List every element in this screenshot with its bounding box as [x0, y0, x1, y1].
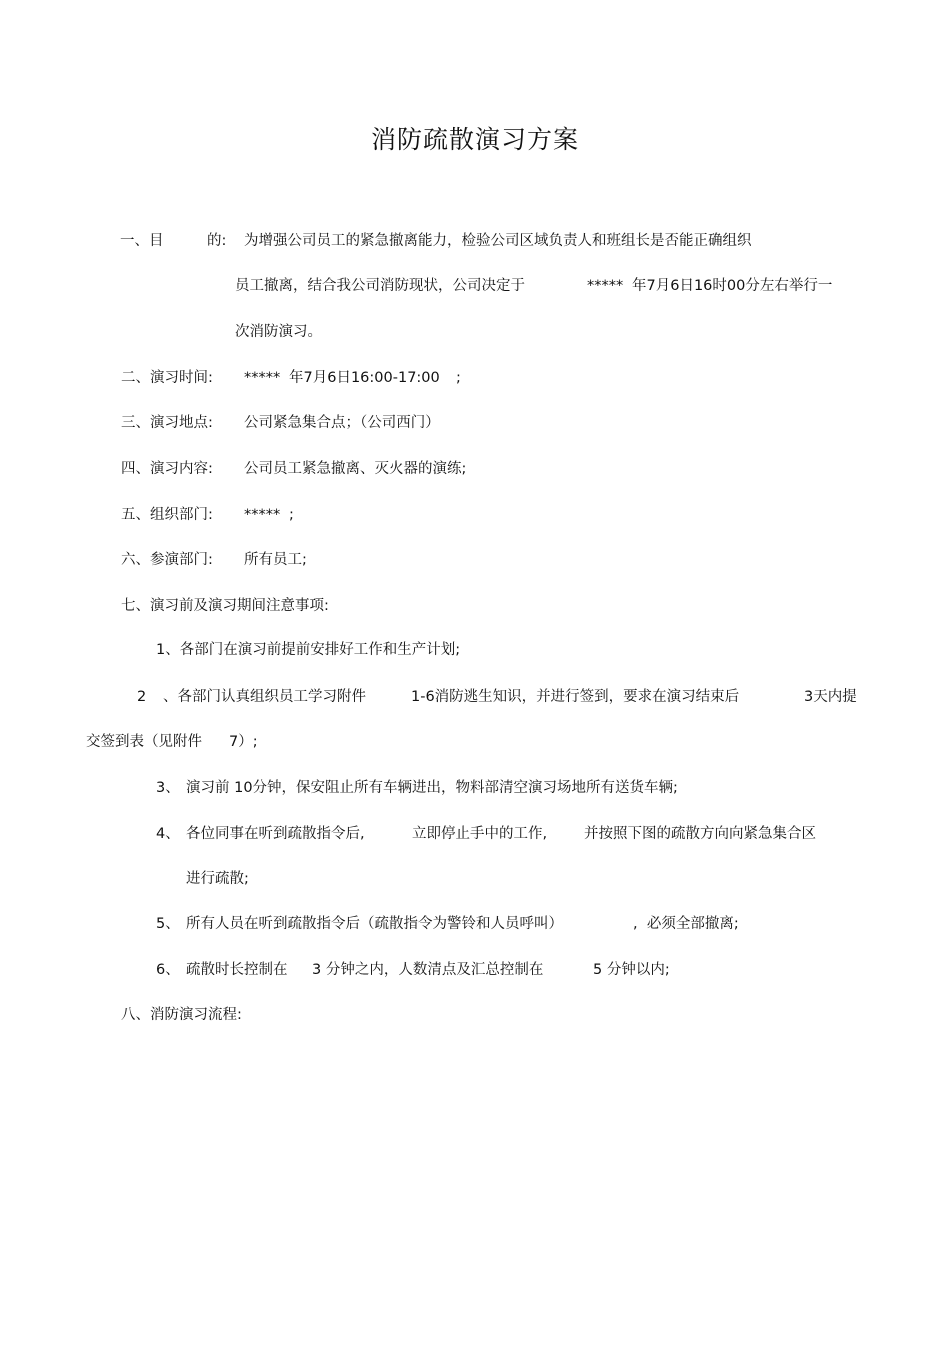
section-7-item-2-b: 1-6消防逃生知识，并进行签到，要求在演习结束后 — [411, 689, 740, 705]
section-2-value-1: ***** — [244, 370, 281, 386]
section-1-line-2c: 年7月6日16时00分左右举行一 — [632, 278, 833, 294]
section-7-item-2-d: 交签到表（见附件 — [86, 734, 202, 750]
section-7-item-6-a: 疏散时长控制在 — [186, 962, 288, 978]
section-1-line-3: 次消防演习。 — [235, 324, 322, 340]
section-6-value: 所有员工; — [244, 552, 307, 568]
section-8-label: 八、消防演习流程: — [121, 1007, 242, 1023]
section-7-item-3-text: 演习前 10分钟，保安阻止所有车辆进出，物料部清空演习场地所有送货车辆; — [186, 780, 678, 796]
section-7-item-3-num: 3、 — [156, 780, 180, 796]
section-7-item-2-e: 7）; — [229, 734, 258, 750]
section-1-line-1: 为增强公司员工的紧急撤离能力，检验公司区域负责人和班组长是否能正确组织 — [244, 233, 752, 249]
page-title: 消防疏散演习方案 — [370, 125, 579, 154]
section-7-item-5-a: 所有人员在听到疏散指令后（疏散指令为警铃和人员呼叫） — [186, 916, 563, 932]
section-3-value: 公司紧急集合点；（公司西门） — [244, 415, 440, 431]
section-2-label: 二、演习时间: — [121, 370, 213, 386]
section-7-item-5-b: , 必须全部撤离; — [633, 916, 739, 932]
section-1-line-2a: 员工撤离，结合我公司消防现状，公司决定于 — [235, 278, 525, 294]
section-1-label: 一、目 — [120, 233, 164, 249]
section-7-item-2-a: 、各部门认真组织员工学习附件 — [163, 689, 366, 705]
section-5-value-2: ; — [289, 507, 294, 523]
section-6-label: 六、参演部门: — [121, 552, 213, 568]
section-7-item-6-num: 6、 — [156, 962, 180, 978]
section-7-item-4-c: 并按照下图的疏散方向向紧急集合区 — [584, 826, 816, 842]
section-4-label: 四、演习内容: — [121, 461, 213, 477]
section-3-label: 三、演习地点: — [121, 415, 213, 431]
section-7-item-4-b: 立即停止手中的工作, — [412, 826, 548, 842]
section-7-item-6-c: 5 分钟以内; — [593, 962, 670, 978]
section-7-item-4-num: 4、 — [156, 826, 180, 842]
section-7-item-6-b: 3 分钟之内，人数清点及汇总控制在 — [312, 962, 544, 978]
section-5-value-1: ***** — [244, 507, 281, 523]
section-1-label-suffix: 的: — [207, 233, 227, 249]
section-5-label: 五、组织部门: — [121, 507, 213, 523]
section-7-item-5-num: 5、 — [156, 916, 180, 932]
section-7-item-2-c: 3天内提 — [804, 689, 857, 705]
section-7-item-4-d: 进行疏散; — [186, 871, 249, 887]
section-7-item-4-a: 各位同事在听到疏散指令后, — [186, 826, 365, 842]
section-7-item-1: 1、各部门在演习前提前安排好工作和生产计划; — [156, 642, 461, 658]
section-7-item-2-num: 2 — [137, 689, 147, 705]
section-2-value-2: 年7月6日16:00-17:00 — [289, 370, 440, 386]
section-4-value: 公司员工紧急撤离、灭火器的演练; — [244, 461, 467, 477]
section-2-value-3: ; — [456, 370, 461, 386]
section-1-line-2b: ***** — [587, 278, 624, 294]
section-7-label: 七、演习前及演习期间注意事项: — [121, 598, 329, 614]
